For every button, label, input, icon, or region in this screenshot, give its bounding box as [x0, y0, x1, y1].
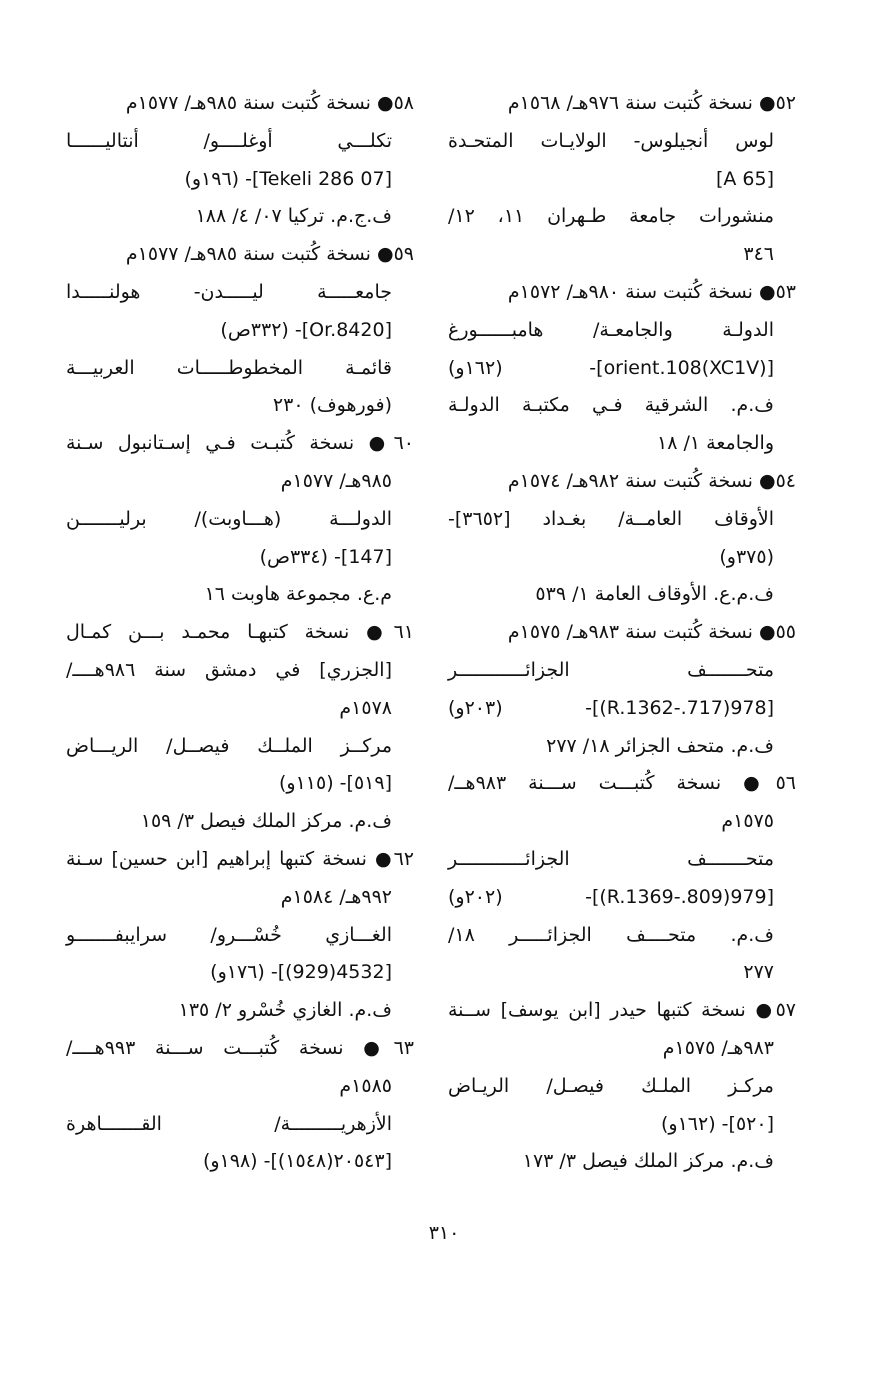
text-line: تكلـــي أوغلــــو/ أنتاليــــــا	[66, 129, 392, 152]
text-line: الأوقاف العامــة/ بغـداد [٣٦٥٢]-	[448, 507, 774, 530]
text-line: م.ع. مجموعة هاوبت ١٦	[204, 583, 392, 606]
text-line: ٥٥● نسخة كُتبت سنة ٩٨٣هـ/ ١٥٧٥م	[507, 621, 796, 644]
text-line: ف.م. الشرقية فـي مكتبـة الدولـة	[448, 394, 774, 417]
text-line: ف.م. متحف الجزائر ١٨/ ٢٧٧	[546, 734, 774, 757]
right-column	[448, 85, 796, 1181]
text-line: لوس أنجيلوس- الولايـات المتحـدة	[448, 129, 774, 152]
text-line: [4532(929)]- (١٧٦و)	[210, 961, 392, 984]
text-line: [07 Tekeli 286]- (١٩٦و)	[184, 167, 392, 190]
text-line: ٦٠● نسخة كُتبـت فـي إسـتانبول سـنة	[66, 432, 414, 455]
text-line: ف.ج.م. تركيا ٠٧/ ٤/ ١٨٨	[195, 205, 392, 228]
text-line: مركــز الملــك فيصــل/ الريـــاض	[66, 734, 392, 757]
text-line: الدولـة والجامعـة/ هامبــــــورغ	[448, 318, 774, 341]
text-line: ٥٨● نسخة كُتبت سنة ٩٨٥هـ/ ١٥٧٧م	[125, 92, 414, 114]
text-line: [٥٢٠]- (١٦٢و)	[661, 1112, 774, 1135]
text-line: ٢٧٧	[743, 961, 774, 984]
text-line: ف.م. الغازي خُسْرو ٢/ ١٣٥	[178, 999, 392, 1022]
text-line: [979(809.-R.1369)]- (٢٠٢و)	[448, 885, 774, 908]
text-line: [978(717.-R.1362)]- (٢٠٣و)	[448, 696, 774, 719]
text-line: [orient.108(XC1V)]- (١٦٢و)	[448, 356, 774, 379]
text-line: [A 65]	[715, 167, 774, 190]
text-line: ف.م. مركز الملك فيصل ٣/ ١٥٩	[140, 810, 392, 833]
text-line: [Or.8420]- (٣٣٢ص)	[220, 318, 392, 341]
text-line: والجامعة ١/ ١٨	[657, 432, 774, 455]
text-line: ٣٤٦	[743, 243, 774, 266]
text-line: ٦١● نسخة كتبهـا محمـد بـــن كمـال	[66, 621, 414, 644]
text-line: [٥١٩]- (١١٥و)	[279, 772, 392, 795]
text-line: ٥٢● نسخة كُتبت سنة ٩٧٦هـ/ ١٥٦٨م	[507, 92, 796, 114]
text-line: [٢٠٥٤٣(١٥٤٨)]- (١٩٨و)	[202, 1150, 392, 1173]
text-line: (فورهوف) ٢٣٠	[272, 394, 392, 417]
text-line: ٩٩٢هـ/ ١٥٨٤م	[280, 885, 392, 908]
text-line: متحـــــــف الجزائــــــــــــر	[448, 847, 774, 870]
text-line: الدولـــة (هـــاوبت)/ برليـــــــن	[66, 507, 392, 530]
text-line: مركـز الملـك فيصـل/ الريـاض	[448, 1074, 774, 1097]
text-line: منشورات جامعة طـهران ١١، ١٢/	[448, 205, 774, 228]
text-line: [الجزري] في دمشق سنة ٩٨٦هــــ/	[66, 658, 392, 681]
text-line: قائمـة المخطوطـــــات العربيـــة	[66, 356, 392, 379]
left-column	[66, 85, 414, 1181]
text-line: ف.م. مركز الملك فيصل ٣/ ١٧٣	[522, 1150, 774, 1173]
text-line: (٣٧٥و)	[719, 545, 774, 568]
text-line: ٩٨٥هـ/ ١٥٧٧م	[280, 469, 392, 492]
text-line: ٦٣● نسخة كُتبـــت ســـنة ٩٩٣هــــ/	[66, 1036, 414, 1059]
text-line: الأزهريـــــــــة/ القـــــــاهرة	[66, 1112, 392, 1135]
text-line: ٥٧● نسخة كتبها حيدر [ابن يوسف] ســنة	[448, 999, 796, 1022]
text-line: ٥٤● نسخة كُتبت سنة ٩٨٢هـ/ ١٥٧٤م	[507, 469, 796, 492]
text-line: ف.م. متحــــف الجزائـــــر ١٨/	[448, 923, 774, 946]
text-line: ٥٣● نسخة كُتبت سنة ٩٨٠هـ/ ١٥٧٢م	[507, 280, 796, 303]
text-line: ٥٩● نسخة كُتبت سنة ٩٨٥هـ/ ١٥٧٧م	[125, 243, 414, 266]
text-line: الغـــازي خُسْـــرو/ سرايبفـــــــو	[66, 923, 392, 946]
text-line: ف.م.ع. الأوقاف العامة ١/ ٥٣٩	[535, 583, 774, 606]
text-line: ٥٦● نسخة كُتبـــت ســـنة ٩٨٣هــ/	[448, 772, 796, 795]
text-line: ٦٢● نسخة كتبها إبراهيم [ابن حسين] سـنة	[66, 847, 414, 870]
text-line: ١٥٧٨م	[339, 696, 392, 719]
text-line: جامعـــــة ليـــــدن- هولنـــــدا	[66, 280, 392, 303]
text-line: متحـــــــف الجزائــــــــــــر	[448, 658, 774, 681]
text-line: ١٥٨٥م	[339, 1074, 392, 1097]
text-line: ٩٨٣هـ/ ١٥٧٥م	[662, 1036, 774, 1059]
text-line: ١٥٧٥م	[721, 810, 774, 833]
page-number: ٣١٠	[428, 1222, 460, 1244]
text-line: [147]- (٣٣٤ص)	[259, 545, 392, 568]
